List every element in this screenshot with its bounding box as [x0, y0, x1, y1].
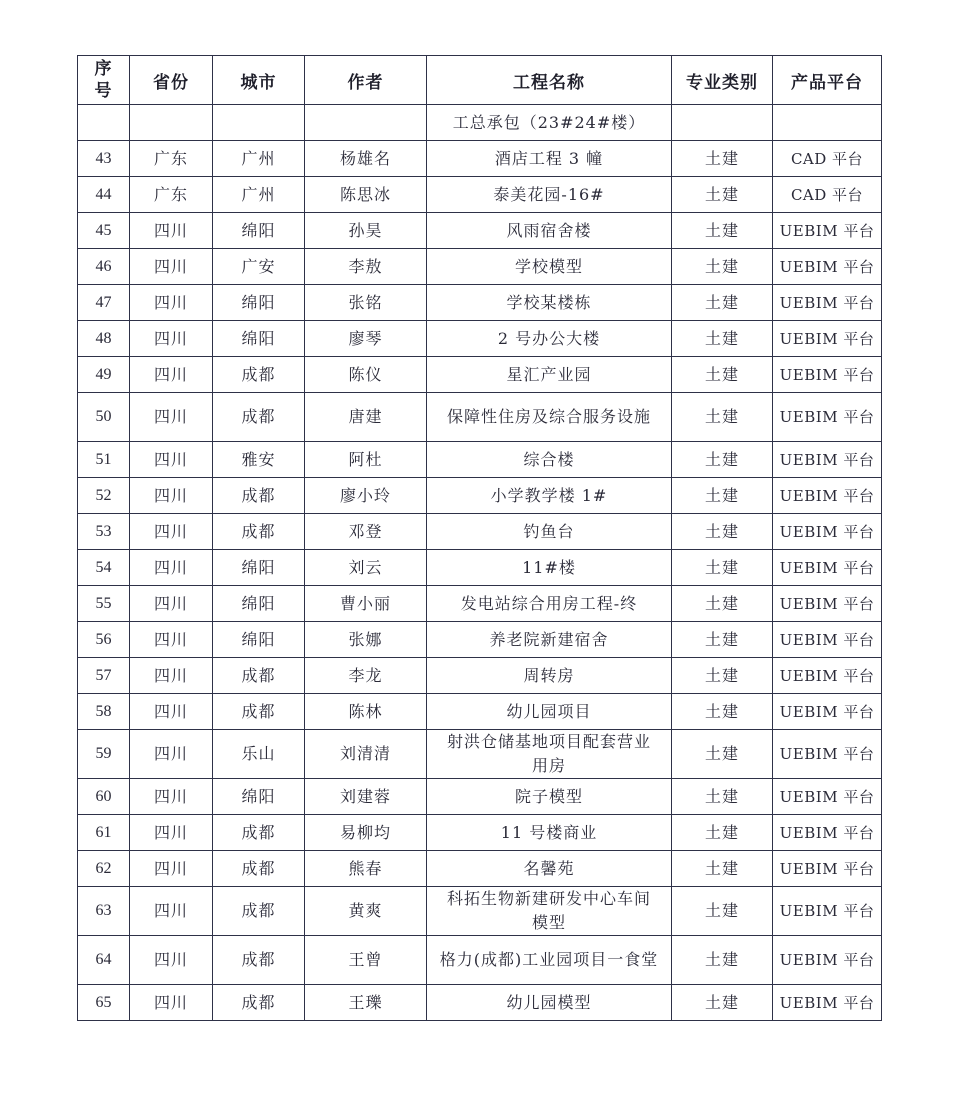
- cell-seq: 51: [78, 442, 130, 478]
- cell-seq: 56: [78, 622, 130, 658]
- cell-platform: CAD 平台: [773, 141, 882, 177]
- cell-province: 四川: [130, 815, 213, 851]
- cell-platform: UEBIM 平台: [773, 393, 882, 442]
- cell-city: 绵阳: [213, 550, 305, 586]
- table-row: [78, 779, 882, 815]
- table-row: [78, 249, 882, 285]
- table-row: [78, 478, 882, 514]
- cell-city: 成都: [213, 393, 305, 442]
- header-project: 工程名称: [427, 56, 672, 105]
- table-row: [78, 658, 882, 694]
- cell-platform: UEBIM 平台: [773, 622, 882, 658]
- cell-project: [427, 779, 672, 815]
- project-name: 星汇产业园: [506, 364, 592, 384]
- cell-city: 成都: [213, 985, 305, 1021]
- cell-platform: [773, 105, 882, 141]
- header-seq: 序 号: [78, 56, 130, 105]
- cell-seq: 62: [78, 851, 130, 887]
- cell-project: [427, 249, 672, 285]
- cell-seq: 57: [78, 658, 130, 694]
- cell-province: 四川: [130, 321, 213, 357]
- project-name: 酒店工程 3 幢: [494, 148, 604, 168]
- project-name: 科拓生物新建研发中心车间模型: [446, 889, 651, 932]
- project-name: 小学教学楼 1#: [490, 485, 608, 505]
- cell-city: 乐山: [213, 730, 305, 779]
- cell-platform: UEBIM 平台: [773, 442, 882, 478]
- cell-project: [427, 442, 672, 478]
- cell-project: [427, 815, 672, 851]
- cell-city: 成都: [213, 694, 305, 730]
- cell-author: 李敖: [305, 249, 427, 285]
- project-name: 养老院新建宿舍: [489, 629, 609, 649]
- cell-province: 广东: [130, 177, 213, 213]
- cell-platform: UEBIM 平台: [773, 478, 882, 514]
- cell-author: 张铭: [305, 285, 427, 321]
- cell-platform: UEBIM 平台: [773, 936, 882, 985]
- cell-category: 土建: [672, 442, 773, 478]
- cell-category: 土建: [672, 887, 773, 936]
- cell-category: 土建: [672, 213, 773, 249]
- cell-city: 绵阳: [213, 285, 305, 321]
- cell-province: 四川: [130, 658, 213, 694]
- cell-city: [213, 105, 305, 141]
- table-row: [78, 514, 882, 550]
- cell-province: 四川: [130, 285, 213, 321]
- cell-city: 成都: [213, 478, 305, 514]
- cell-project: [427, 730, 672, 779]
- cell-platform: UEBIM 平台: [773, 694, 882, 730]
- cell-seq: 59: [78, 730, 130, 779]
- cell-project: [427, 658, 672, 694]
- header-category: 专业类别: [672, 56, 773, 105]
- cell-seq: 50: [78, 393, 130, 442]
- cell-platform: UEBIM 平台: [773, 851, 882, 887]
- cell-platform: UEBIM 平台: [773, 586, 882, 622]
- cell-author: 陈林: [305, 694, 427, 730]
- table-row: [78, 936, 882, 985]
- cell-province: 四川: [130, 357, 213, 393]
- cell-category: 土建: [672, 622, 773, 658]
- cell-platform: UEBIM 平台: [773, 321, 882, 357]
- header-platform: 产品平台: [773, 56, 882, 105]
- cell-province: 四川: [130, 393, 213, 442]
- project-name: 风雨宿舍楼: [506, 220, 592, 240]
- cell-seq: 52: [78, 478, 130, 514]
- cell-category: 土建: [672, 550, 773, 586]
- table-row: [78, 177, 882, 213]
- cell-author: 陈仪: [305, 357, 427, 393]
- cell-city: 绵阳: [213, 586, 305, 622]
- project-name: 11#楼: [522, 557, 576, 577]
- cell-author: 刘建蓉: [305, 779, 427, 815]
- cell-project: [427, 357, 672, 393]
- cell-project: [427, 936, 672, 985]
- cell-seq: 45: [78, 213, 130, 249]
- cell-city: 绵阳: [213, 321, 305, 357]
- cell-seq: 46: [78, 249, 130, 285]
- cell-city: 广州: [213, 141, 305, 177]
- cell-province: 广东: [130, 141, 213, 177]
- cell-author: 孙昊: [305, 213, 427, 249]
- table-row: [78, 550, 882, 586]
- table-body: [78, 105, 882, 1021]
- project-name: 格力(成都)工业园项目一食堂: [439, 950, 659, 969]
- cell-project: [427, 622, 672, 658]
- table-row: [78, 357, 882, 393]
- cell-city: 成都: [213, 658, 305, 694]
- project-name: 综合楼: [523, 449, 575, 469]
- table-row: [78, 586, 882, 622]
- table-row: [78, 887, 882, 936]
- cell-project: [427, 393, 672, 442]
- cell-category: [672, 105, 773, 141]
- cell-province: 四川: [130, 887, 213, 936]
- cell-platform: UEBIM 平台: [773, 249, 882, 285]
- project-name: 泰美花园-16#: [493, 184, 605, 204]
- table-row: [78, 851, 882, 887]
- cell-province: 四川: [130, 730, 213, 779]
- cell-platform: UEBIM 平台: [773, 550, 882, 586]
- continuation-row: [78, 105, 882, 141]
- table-row: [78, 213, 882, 249]
- cell-author: 刘清清: [305, 730, 427, 779]
- cell-province: 四川: [130, 985, 213, 1021]
- cell-author: 廖小玲: [305, 478, 427, 514]
- cell-platform: UEBIM 平台: [773, 779, 882, 815]
- cell-province: 四川: [130, 936, 213, 985]
- cell-category: 土建: [672, 851, 773, 887]
- cell-platform: UEBIM 平台: [773, 213, 882, 249]
- cell-project: [427, 985, 672, 1021]
- table-row: [78, 985, 882, 1021]
- cell-category: 土建: [672, 177, 773, 213]
- cell-author: 易柳均: [305, 815, 427, 851]
- cell-seq: 47: [78, 285, 130, 321]
- project-name: 学校某楼栋: [506, 292, 592, 312]
- cell-seq: 43: [78, 141, 130, 177]
- cell-project: [427, 550, 672, 586]
- cell-province: [130, 105, 213, 141]
- project-name: 学校模型: [514, 256, 583, 276]
- cell-project: [427, 478, 672, 514]
- cell-author: 王瓅: [305, 985, 427, 1021]
- cell-city: 绵阳: [213, 622, 305, 658]
- cell-platform: UEBIM 平台: [773, 658, 882, 694]
- cell-author: 阿杜: [305, 442, 427, 478]
- cell-project: [427, 141, 672, 177]
- cell-category: 土建: [672, 393, 773, 442]
- table-row: [78, 285, 882, 321]
- cell-seq: 58: [78, 694, 130, 730]
- cell-province: 四川: [130, 779, 213, 815]
- cell-city: 成都: [213, 887, 305, 936]
- cell-project: [427, 177, 672, 213]
- project-name: 11 号楼商业: [500, 822, 598, 842]
- project-name: 2 号办公大楼: [497, 328, 601, 348]
- cell-project: [427, 586, 672, 622]
- cell-city: 成都: [213, 815, 305, 851]
- cell-seq: 64: [78, 936, 130, 985]
- cell-author: 张娜: [305, 622, 427, 658]
- cell-seq: 44: [78, 177, 130, 213]
- header-author: 作者: [305, 56, 427, 105]
- project-name: 名馨苑: [523, 858, 575, 878]
- project-name: 院子模型: [514, 786, 583, 806]
- cell-author: 李龙: [305, 658, 427, 694]
- cell-category: 土建: [672, 730, 773, 779]
- cell-city: 绵阳: [213, 213, 305, 249]
- cell-author: [305, 105, 427, 141]
- cell-city: 广安: [213, 249, 305, 285]
- cell-city: 雅安: [213, 442, 305, 478]
- cell-category: 土建: [672, 985, 773, 1021]
- cell-category: 土建: [672, 779, 773, 815]
- cell-province: 四川: [130, 249, 213, 285]
- cell-platform: UEBIM 平台: [773, 887, 882, 936]
- project-name: 射洪仓储基地项目配套营业用房: [446, 732, 651, 775]
- header-province: 省份: [130, 56, 213, 105]
- cell-province: 四川: [130, 694, 213, 730]
- cell-seq: 61: [78, 815, 130, 851]
- table-row: [78, 442, 882, 478]
- table-row: [78, 622, 882, 658]
- cell-author: 刘云: [305, 550, 427, 586]
- project-roster-table: [77, 55, 882, 1021]
- cell-city: 成都: [213, 851, 305, 887]
- cell-author: 黄爽: [305, 887, 427, 936]
- cell-platform: UEBIM 平台: [773, 285, 882, 321]
- cell-category: 土建: [672, 815, 773, 851]
- cell-seq: [78, 105, 130, 141]
- cell-province: 四川: [130, 478, 213, 514]
- cell-category: 土建: [672, 321, 773, 357]
- project-name: 幼儿园模型: [506, 992, 592, 1012]
- cell-platform: UEBIM 平台: [773, 730, 882, 779]
- header-city: 城市: [213, 56, 305, 105]
- cell-author: 邓登: [305, 514, 427, 550]
- cell-province: 四川: [130, 851, 213, 887]
- cell-province: 四川: [130, 550, 213, 586]
- cell-province: 四川: [130, 586, 213, 622]
- cell-project: [427, 887, 672, 936]
- project-name: 保障性住房及综合服务设施: [446, 407, 651, 426]
- table-row: [78, 730, 882, 779]
- cell-seq: 54: [78, 550, 130, 586]
- cell-project: [427, 213, 672, 249]
- cell-city: 成都: [213, 357, 305, 393]
- cell-platform: UEBIM 平台: [773, 815, 882, 851]
- project-name: 钓鱼台: [523, 521, 575, 541]
- cell-platform: UEBIM 平台: [773, 985, 882, 1021]
- cell-author: 熊春: [305, 851, 427, 887]
- cell-seq: 63: [78, 887, 130, 936]
- project-name: 发电站综合用房工程-终: [460, 593, 638, 613]
- cell-project: 工总承包（23#24#楼）: [427, 105, 672, 141]
- cell-province: 四川: [130, 514, 213, 550]
- cell-project: [427, 694, 672, 730]
- cell-category: 土建: [672, 141, 773, 177]
- cell-category: 土建: [672, 694, 773, 730]
- table-row: [78, 694, 882, 730]
- cell-seq: 53: [78, 514, 130, 550]
- cell-category: 土建: [672, 285, 773, 321]
- cell-province: 四川: [130, 213, 213, 249]
- cell-category: 土建: [672, 586, 773, 622]
- cell-project: [427, 851, 672, 887]
- cell-project: [427, 285, 672, 321]
- cell-author: 杨雄名: [305, 141, 427, 177]
- cell-author: 曹小丽: [305, 586, 427, 622]
- cell-project: [427, 321, 672, 357]
- cell-platform: UEBIM 平台: [773, 357, 882, 393]
- table-row: [78, 393, 882, 442]
- cell-author: 王曾: [305, 936, 427, 985]
- cell-platform: CAD 平台: [773, 177, 882, 213]
- project-name: 周转房: [523, 665, 575, 685]
- project-name: 幼儿园项目: [506, 701, 592, 721]
- cell-category: 土建: [672, 249, 773, 285]
- cell-category: 土建: [672, 936, 773, 985]
- cell-seq: 65: [78, 985, 130, 1021]
- cell-city: 绵阳: [213, 779, 305, 815]
- table-row: [78, 815, 882, 851]
- cell-category: 土建: [672, 357, 773, 393]
- cell-category: 土建: [672, 658, 773, 694]
- cell-seq: 55: [78, 586, 130, 622]
- cell-province: 四川: [130, 622, 213, 658]
- table-row: [78, 141, 882, 177]
- cell-seq: 60: [78, 779, 130, 815]
- table-row: [78, 321, 882, 357]
- cell-category: 土建: [672, 514, 773, 550]
- cell-author: 陈思冰: [305, 177, 427, 213]
- cell-city: 广州: [213, 177, 305, 213]
- cell-project: [427, 514, 672, 550]
- table-header: [78, 56, 882, 105]
- cell-author: 唐建: [305, 393, 427, 442]
- cell-province: 四川: [130, 442, 213, 478]
- cell-seq: 48: [78, 321, 130, 357]
- cell-category: 土建: [672, 478, 773, 514]
- cell-seq: 49: [78, 357, 130, 393]
- cell-city: 成都: [213, 514, 305, 550]
- header-row: [78, 56, 882, 105]
- cell-platform: UEBIM 平台: [773, 514, 882, 550]
- cell-author: 廖琴: [305, 321, 427, 357]
- cell-city: 成都: [213, 936, 305, 985]
